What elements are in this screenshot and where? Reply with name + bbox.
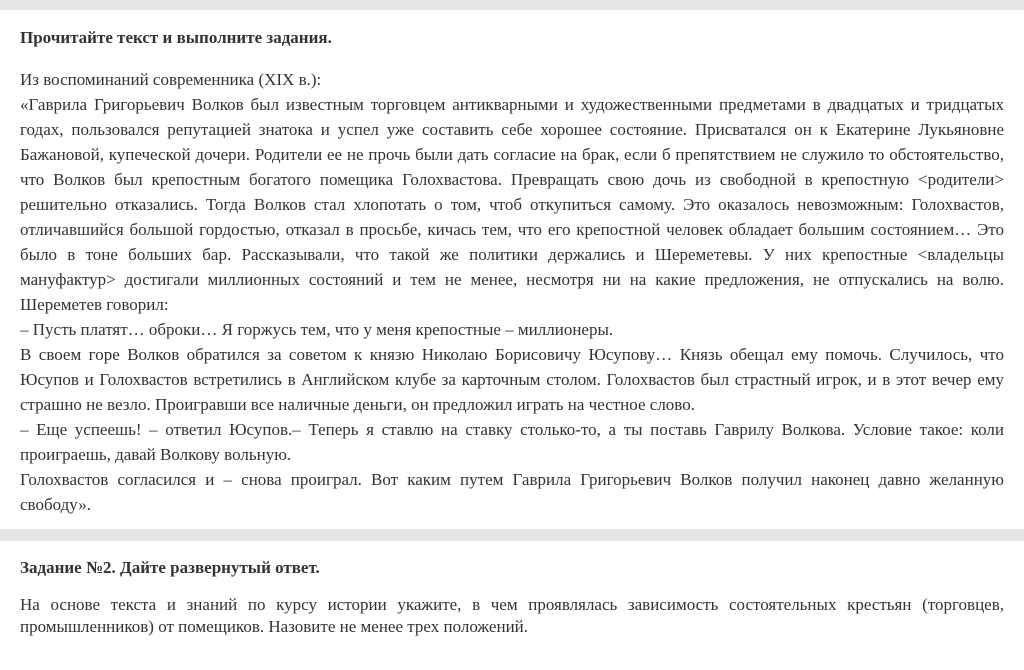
reading-passage-panel — [0, 10, 1024, 529]
passage-paragraph-4: – Еще успеешь! – ответил Юсупов.– Теперь я ставлю на ставку столько-то, а ты поставь Гаврилу Волкова. Условие такое: коли проиграешь, давай Волкову вольную. — [20, 420, 1004, 464]
passage-paragraph-2: – Пусть платят… оброки… Я горжусь тем, что у меня крепостные – миллионеры. — [20, 320, 614, 339]
reading-instruction-heading: Прочитайте текст и выполните задания. — [20, 28, 332, 47]
section-divider — [0, 529, 1024, 541]
task-text: На основе текста и знаний по курсу истории укажите, в чем проявлялась зависимость состоятельных крестьян (торговцев, промышленников) от помещиков. Назовите не менее трех положений. — [20, 595, 1004, 636]
task-panel — [0, 541, 1024, 670]
passage-paragraph-1: «Гаврила Григорьевич Волков был известным торговцем антикварными и художественными предметами в двадцатых и тридцатых годах, пользовался репутацией знатока и успел уже составить себе хорошее состояние. Присватался он к Екатерине Лукьяновне Бажановой, купеческой дочери. Родители ее не прочь были дать согласие на брак, если б препятствием не служило то обстоятельство, что Волков был крепостным богатого помещика Голохвастова. Превращать свою дочь из свободной в крепостную <родители> решительно отказались. Тогда Волков стал хлопотать о том, чтоб откупиться самому. Это оказалось невозможным: Голохвастов, отличавшийся большой гордостью, отказал в просьбе, кичась тем, что его крепостной человек обладает большим состоянием… Это было в тоне больших бар. Рассказывали, что такой же политики держались и Шереметевы. У них крепостные <владельцы мануфактур> достигали миллионных состояний и тем не менее, несмотря ни на какие предложения, не отпускались на волю. Шереметев говорил: — [20, 95, 1004, 314]
passage-paragraph-5: Голохвастов согласился и – снова проиграл. Вот каким путем Гаврила Григорьевич Волков получил наконец давно желанную свободу». — [20, 470, 1004, 514]
source-intro: Из воспоминаний современника (XIX в.): — [20, 70, 322, 89]
passage-paragraph-3: В своем горе Волков обратился за советом к князю Николаю Борисовичу Юсупову… Князь обещал ему помочь. Случилось, что Юсупов и Голохвастов встретились в Английском клубе за карточным столом. Голохвастов был страстный игрок, и в этот вечер ему страшно не везло. Проигравши все наличные деньги, он предложил играть на честное слово. — [20, 345, 1004, 414]
top-bar — [0, 0, 1024, 10]
task-heading: Задание №2. Дайте развернутый ответ. — [20, 558, 320, 577]
